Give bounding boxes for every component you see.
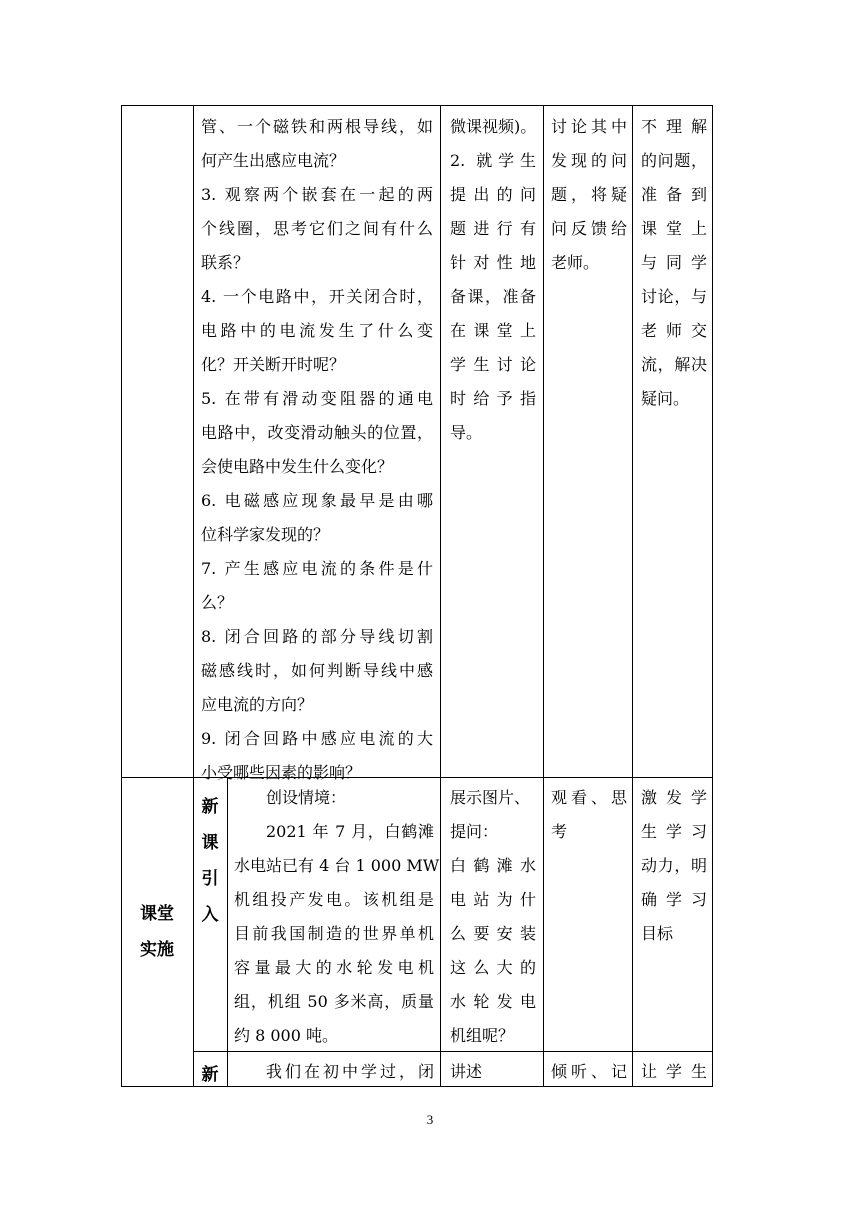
purpose-cell — [641, 110, 707, 416]
question-line: 小受哪些因素的影响？ — [201, 763, 362, 782]
stage-label-line: 课堂 — [140, 904, 174, 924]
teacher-line: 机组呢？ — [450, 1026, 515, 1045]
student-line: 老师。 — [551, 253, 600, 272]
question-line: 应电流的方向？ — [201, 695, 314, 714]
teacher-line: 针对性地 — [450, 253, 536, 272]
purpose-line: 生学习 — [641, 822, 707, 841]
student-line: 倾听、记 — [551, 1062, 627, 1081]
content-line: 容量最大的水轮发电机 — [234, 958, 434, 977]
section-label-char: 入 — [201, 905, 219, 925]
student-activity-cell — [551, 110, 627, 280]
question-line: 7. 产生感应电流的条件是什 — [201, 559, 433, 578]
row3-purpose-cell — [641, 1055, 707, 1089]
table-divider-stage — [193, 105, 194, 1087]
question-line: 位科学家发现的？ — [201, 525, 330, 544]
student-line: 讨论其中 — [551, 117, 627, 136]
purpose-line: 准备到 — [641, 185, 707, 204]
purpose-line: 老师交 — [641, 321, 707, 340]
purpose-line: 的问题， — [641, 151, 707, 170]
question-line: 联系？ — [201, 253, 250, 272]
row3-student-cell — [551, 1055, 627, 1089]
purpose-line: 流，解决 — [641, 355, 707, 374]
table-border-top — [121, 105, 713, 106]
teacher-line: 在课堂上 — [450, 321, 536, 340]
content-line: 水电站已有 4 台 1 000 MW — [234, 856, 440, 875]
section-label-new-lesson — [193, 1057, 227, 1093]
teacher-line: 这么大的 — [450, 958, 536, 977]
purpose-line: 激发学 — [641, 788, 707, 807]
question-line: 9. 闭合回路中感应电流的大 — [201, 729, 433, 748]
question-line: 会使电路中发生什么变化？ — [201, 457, 394, 476]
question-line: 何产生出感应电流？ — [201, 151, 346, 170]
teacher-line: 提问： — [450, 822, 499, 841]
question-line: 3. 观察两个嵌套在一起的两 — [201, 185, 433, 204]
question-line: 4. 一个电路中，开关闭合时， — [201, 287, 433, 306]
teacher-line: 水轮发电 — [450, 992, 536, 1011]
question-line: 电路中，改变滑动触头的位置， — [201, 423, 433, 442]
content-line: 组，机组 50 多米高，质量 — [234, 992, 434, 1011]
section-label-char: 引 — [201, 869, 219, 889]
section-label-char: 新 — [201, 797, 219, 817]
stage-label-line: 实施 — [140, 940, 174, 960]
stage-label — [121, 777, 193, 1087]
content-line: 我们在初中学过，闭 — [266, 1062, 434, 1081]
table-divider-student — [632, 105, 633, 1087]
purpose-line: 目标 — [641, 924, 674, 943]
table-border-right — [712, 105, 713, 1087]
section-label-char: 新 — [201, 1065, 219, 1085]
purpose-line: 确学习 — [641, 890, 707, 909]
row3-content-cell — [234, 1055, 434, 1089]
teacher-line: 展示图片、 — [450, 788, 531, 807]
purpose-line: 与同学 — [641, 253, 707, 272]
question-line: 6. 电磁感应现象最早是由哪 — [201, 491, 433, 510]
question-line: 么？ — [201, 593, 234, 612]
question-line: 化？开关断开时呢？ — [201, 355, 346, 374]
teacher-line: 时给予指 — [450, 389, 536, 408]
table-divider-teacher — [543, 105, 544, 1087]
teacher-line: 微课视频)。 — [450, 117, 537, 136]
content-line: 创设情境： — [266, 788, 347, 807]
preview-questions-cell — [201, 110, 433, 790]
content-line: 机组投产发电。该机组是 — [234, 890, 434, 909]
content-line: 目前我国制造的世界单机 — [234, 924, 434, 943]
row3-teacher-cell — [450, 1055, 536, 1089]
question-line: 管、一个磁铁和两根导线，如 — [201, 117, 433, 136]
purpose-line: 不理解 — [641, 117, 707, 136]
student-line: 发现的问 — [551, 151, 627, 170]
table-divider-content — [440, 105, 441, 1087]
intro-teacher-cell — [450, 781, 536, 1053]
teacher-line: 题进行有 — [450, 219, 536, 238]
teacher-line: 么要安装 — [450, 924, 536, 943]
teacher-line: 学生讨论 — [450, 355, 536, 374]
teacher-line: 电站为什 — [450, 890, 536, 909]
intro-student-cell — [551, 781, 627, 849]
teacher-line: 提出的问 — [450, 185, 536, 204]
teacher-line: 讲述 — [450, 1062, 483, 1081]
teacher-line: 白鹤滩水 — [450, 856, 536, 875]
intro-purpose-cell — [641, 781, 707, 951]
question-line: 电路中的电流发生了什么变 — [201, 321, 433, 340]
teacher-line: 导。 — [450, 423, 483, 442]
student-line: 考 — [551, 822, 568, 841]
section-label-char: 课 — [201, 833, 219, 853]
question-line: 个线圈，思考它们之间有什么 — [201, 219, 433, 238]
page-number: 3 — [426, 1112, 434, 1127]
purpose-line: 课堂上 — [641, 219, 707, 238]
lesson-plan-table — [121, 105, 713, 1087]
purpose-line: 动力，明 — [641, 856, 707, 875]
teacher-activity-cell — [450, 110, 536, 450]
intro-content-cell — [234, 781, 440, 1053]
teacher-line: 备课，准备 — [450, 287, 536, 306]
purpose-line: 讨论，与 — [641, 287, 707, 306]
teacher-line: 2. 就学生 — [450, 151, 536, 170]
purpose-line: 疑问。 — [641, 389, 690, 408]
question-line: 8. 闭合回路的部分导线切割 — [201, 627, 433, 646]
student-line: 观看、思 — [551, 788, 627, 807]
content-line: 2021 年 7 月，白鹤滩 — [266, 822, 434, 841]
student-line: 问反馈给 — [551, 219, 627, 238]
section-label-new-lesson-intro — [193, 789, 227, 933]
question-line: 磁感线时，如何判断导线中感 — [201, 661, 433, 680]
question-line: 5. 在带有滑动变阻器的通电 — [201, 389, 433, 408]
student-line: 题，将疑 — [551, 185, 627, 204]
content-line: 约 8 000 吨。 — [234, 1026, 338, 1045]
purpose-line: 让学生 — [641, 1062, 707, 1081]
table-divider-sub — [227, 777, 228, 1087]
